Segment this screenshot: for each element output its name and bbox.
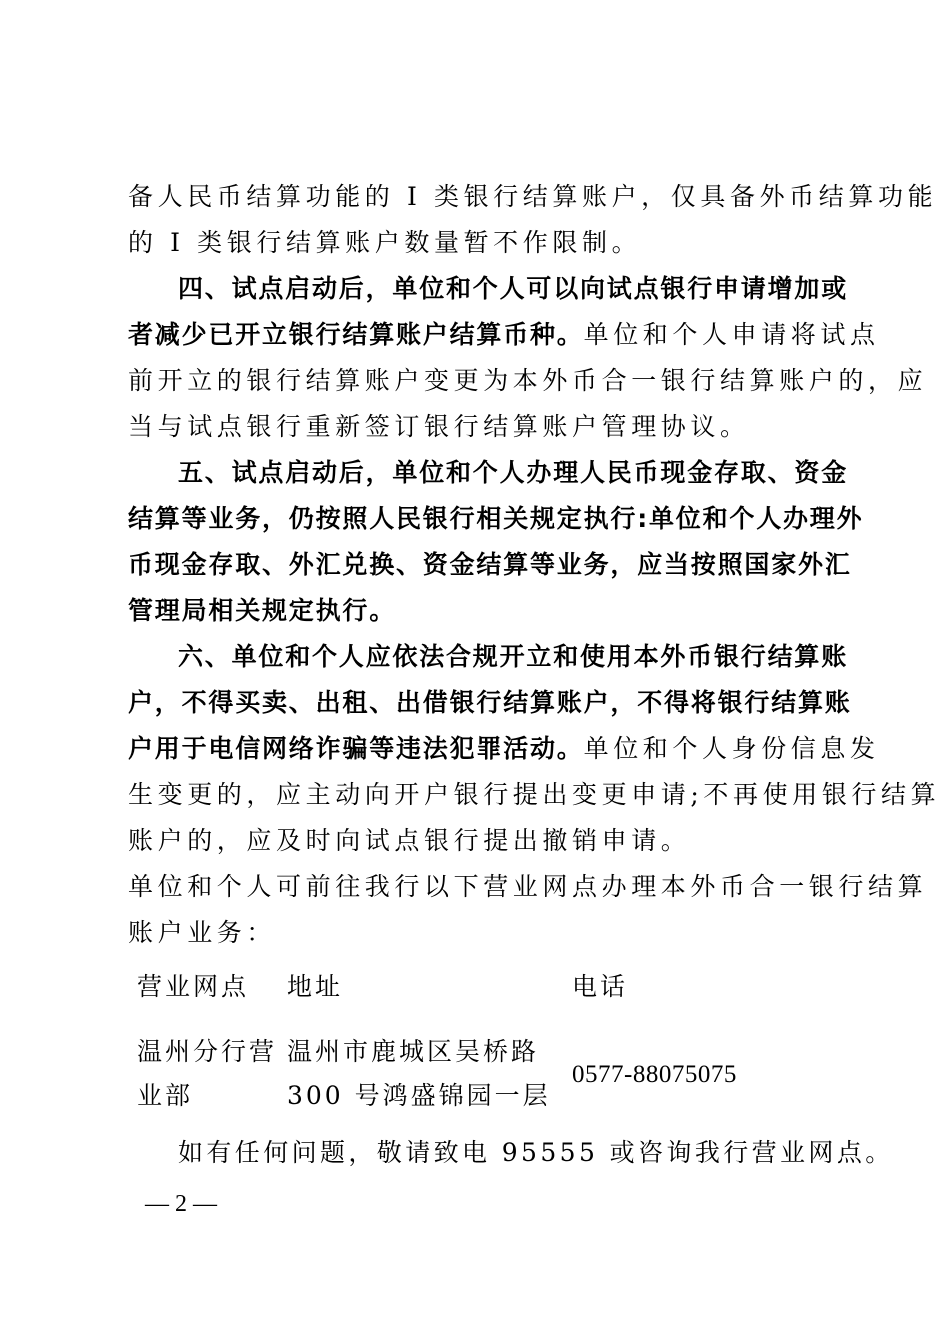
branch-name-line: 温州分行营 — [137, 1037, 278, 1066]
paragraph-line: 生变更的，应主动向开户银行提出变更申请;不再使用银行结算 — [128, 780, 941, 809]
closing-line: 如有任何问题，敬请致电 95555 或咨询我行营业网点。 — [178, 1138, 894, 1167]
table-header-phone: 电话 — [572, 972, 629, 1001]
paragraph-line — [128, 320, 880, 350]
normal-text: 单位和个人申请将试点 — [583, 320, 880, 349]
address-line: 300 号鸿盛锦园一层 — [287, 1081, 551, 1110]
branch-name-line: 业部 — [137, 1081, 194, 1110]
paragraph-line: 户，不得买卖、出租、出借银行结算账户，不得将银行结算账 — [128, 688, 852, 717]
paragraph-heading-line: 五、试点启动后，单位和个人办理人民币现金存取、资金 — [178, 458, 849, 487]
paragraph-line: 管理局相关规定执行。 — [128, 596, 397, 625]
paragraph-line: 当与试点银行重新签订银行结算账户管理协议。 — [128, 412, 750, 441]
page-number: — 2 — — [145, 1191, 217, 1217]
address-line: 温州市鹿城区吴桥路 — [287, 1037, 540, 1066]
bold-text: 者减少已开立银行结算账户结算币种。 — [128, 320, 584, 349]
table-header-address: 地址 — [287, 972, 344, 1001]
paragraph-line: 单位和个人可前往我行以下营业网点办理本外币合一银行结算 — [128, 872, 928, 901]
paragraph-heading-line: 六、单位和个人应依法合规开立和使用本外币银行结算账 — [178, 642, 849, 671]
paragraph-line: 备人民币结算功能的 I 类银行结算账户，仅具备外币结算功能 — [128, 182, 938, 211]
paragraph-line — [128, 734, 880, 764]
paragraph-line: 账户的，应及时向试点银行提出撤销申请。 — [128, 826, 691, 855]
table-header-branch: 营业网点 — [137, 972, 250, 1001]
paragraph-heading-line: 四、试点启动后，单位和个人可以向试点银行申请增加或 — [178, 274, 849, 303]
paragraph-line: 币现金存取、外汇兑换、资金结算等业务，应当按照国家外汇 — [128, 550, 852, 579]
bold-text: 户用于电信网络诈骗等违法犯罪活动。 — [128, 734, 584, 763]
paragraph-line: 账户业务： — [128, 918, 277, 947]
normal-text: 单位和个人身份信息发 — [583, 734, 880, 763]
paragraph-line: 前开立的银行结算账户变更为本外币合一银行结算账户的，应 — [128, 366, 928, 395]
paragraph-line: 结算等业务，仍按照人民银行相关规定执行:单位和个人办理外 — [128, 504, 864, 533]
paragraph-line: 的 I 类银行结算账户数量暂不作限制。 — [128, 228, 642, 257]
phone-number: 0577-88075075 — [572, 1061, 737, 1088]
